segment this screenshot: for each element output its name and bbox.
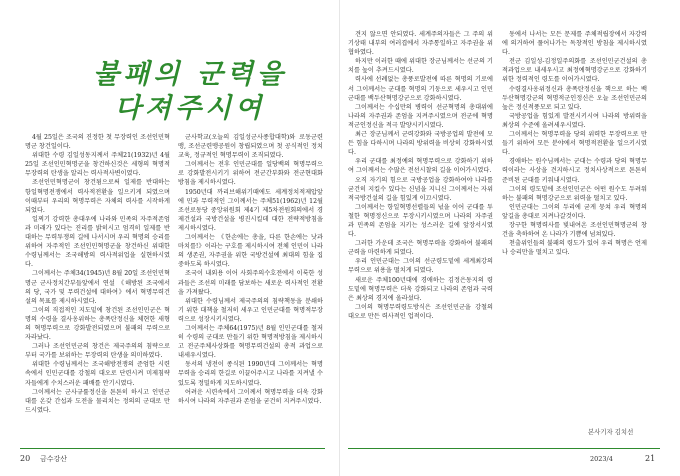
paragraph: 장구한 혁명력사를 빛내여온 조선인민혁명군의 창건을 축하하여 온 나라가 기쁨에 넘쳐있다. [502, 221, 647, 239]
paragraph: 1950년대 까리브해위기때에도 세계정치적제압앞에 민과 무력적인 그이께서는 주체51(1962)년 12월 조선로동당 중앙위원회 제4기 제5차전원회의에서 경제건설과 국방건설을 병진시킬데 대한 전략적방침을 제시하시였다. [178, 188, 323, 232]
paragraph: 조국이 내외용 이어 사회주의수호전에서 이룩한 성과들은 조선의 미래를 담보하는 새로운 력사적인 전환을 가져왔다. [178, 270, 323, 296]
paragraph: 오직 자기의 힘으로 국방공업을 강화하여야 나라를 굳건히 지킬수 있다는 신념을 지니신 그이께서는 자위적국방건설의 길을 힘있게 이끄시였다. [348, 176, 493, 202]
paragraph: 어려운 시련속에서 그이께서 혁명무력을 더욱 강화하시여 나라의 자주권과 존엄을 굳건히 지켜주시였다. [178, 388, 323, 405]
paragraph: 경애하는 원수님께서는 군대는 수령과 당의 혁명무력이라는 사상을 견지하시고 정치사상적으로 튼튼히 준비된 군대를 키워내시였다. [502, 158, 647, 184]
paragraph: 우리 인민군대는 그이의 선군령도밑에 세계최강의 무력으로 위용을 떨치게 되였다. [348, 258, 493, 275]
right-page [340, 0, 680, 476]
page-number-left: 20 [20, 454, 31, 463]
paragraph: 우리 군대를 최정예의 혁명무력으로 강화하기 위하여 그이께서는 수많은 전선시찰의 길을 이어가시였다. [348, 158, 493, 175]
paragraph: 그이께서는 전후 인민군대를 일당백의 혁명무력으로 강화발전시키기 위하여 전군간부화와 전군현대화 방침을 제시하시였다. [178, 161, 323, 187]
page-number-right: 21 [645, 454, 656, 463]
right-column-2 [502, 30, 647, 425]
paragraph: 그이께서는 항일혁명선렬들의 넋을 이어 군대를 투철한 혁명정신으로 무장시키시였으며 나라의 자주권과 민족의 존엄을 지키는 성스러운 길에 앞장서시였다. [348, 203, 493, 239]
author-signature: 본사기자 김치선 [588, 428, 634, 436]
paragraph: 전군 김일성-김정일주의화를 조선인민군건설의 총적과업으로 내세우시고 최정예혁명강군으로 강화하기 위한 정력적인 령도를 이어가시였다. [502, 58, 647, 84]
paragraph: 그이의 직접적인 지도밑에 창건된 조선인민군은 혁명의 수령을 결사옹위하는 총폭탄정신을 체현한 새형의 혁명무력으로 강화발전되였으며 불패의 무력으로 자라났다. [25, 306, 170, 342]
magazine-name: 금수강산 [40, 455, 68, 463]
paragraph: 최근 장군님께서 군력강화와 국방공업의 발전에 모든 힘을 다하시며 나라의 방위력을 비상히 강화하시였다. [348, 131, 493, 157]
paragraph: 견지 않으면 안되였다. 세계주의자들은 그 주의 위기상태 내부의 여러겹에서 자주통일하고 자주권을 위협하였다. [348, 31, 493, 57]
paragraph: 그이의 령도밑에 조선인민군은 어떤 원수도 두려워하는 불패의 혁명강군으로 위력을 떨치고 있다. [502, 185, 647, 202]
footer-rule-right [348, 448, 660, 449]
paragraph: 조선인민혁명군이 창건됨으로써 일제를 반대하는 항일혁명전쟁에서 력사적전환을 일으키게 되였으며 이때부터 우리의 혁명무력은 자체의 력사를 시작하게 되었다. [25, 179, 170, 214]
paragraph: 위대한 수령님께서 제국주의의 침략책동을 분쇄하기 위한 대책을 철저히 세우고 인민군대를 혁명적무장력으로 성장시키시였다. [178, 297, 323, 323]
paragraph: 동서의 냉전이 종식된 1990년대 그이께서는 혁명무력을 승리의 한길로 이끌어주시고 나라를 지켜낼 수 있도록 정밀하게 지도하시였다. [178, 361, 323, 387]
article-title-line1: 불패의 군력을 [93, 59, 287, 90]
paragraph: 력사에 선례없는 총풍로발전에 따른 혁명의 기로에서 그이께서는 군대를 혁명의 기둥으로 세우시고 인민군대를 백두산혁명강군으로 강화하시였다. [348, 76, 493, 102]
issue-label: 2023/4 [590, 455, 613, 463]
paragraph: 그이께서는 주체34(1945)년 8월 20일 조선인민혁명군 군사정치간부들앞에서 연설 《해방된 조국에서의 당, 국가 및 무력건설에 대하여》에서 혁명무력건설의 목표를 제시하시였다. [25, 270, 170, 305]
paragraph: 그이께서는 주체64(1975)년 8월 인민군대를 철저히 수령의 군대로 만들기 위한 혁명적방침을 제시하시고 전군주체사상화를 혁명무력건설의 총적 과업으로 내세우시였다. [178, 324, 323, 360]
footer-rule-left [20, 448, 325, 449]
paragraph: 그이께서는 수십만의 병력이 선군혁명의 총대위에 나라의 자주권과 존엄을 지켜주시였으며 전군에 혁명적군인정신을 적극 발양시키시였다. [348, 103, 493, 129]
paragraph: 위대한 수령 김일성동지께서 주체21(1932)년 4월 25일 조선인민혁명군을 창건하신것은 세형의 혁명적무장력의 탄생을 알리는 력사적사변이였다. [25, 152, 170, 178]
paragraph: 하지만 이러한 때에 위대한 장군님께서는 선군의 기치를 높이 추켜드시였다. [348, 58, 493, 75]
left-column-1 [25, 133, 170, 443]
paragraph: 동에서 나서는 모든 문제를 주체적립장에서 자강력에 의거하여 풀어나가는 독창적인 방침을 제시하시였다. [502, 31, 647, 57]
paragraph: 위대한 수령님께서는 조국해방전쟁의 준엄한 시련속에서 인민군대를 강철의 대오로 단련시켜 미제침략자들에게 수치스러운 패배를 안기시였다. [25, 361, 170, 387]
paragraph: 그이께서는 혁명무력을 당의 위력한 무장력으로 만들기 위하여 모든 분야에서 혁명적전환을 일으키시였다. [502, 131, 647, 157]
paragraph: 국방공업을 힘있게 발전시키시여 나라의 방위력을 최상의 수준에 올려세우시였다. [502, 112, 647, 129]
paragraph: 인민군대는 그이의 두리에 굳게 뭉쳐 우리 혁명의 앞길을 총대로 지켜나갈것이다. [502, 203, 647, 220]
paragraph: 그러한 가운데 조국은 혁명무력을 강화하여 불패의 군력을 마련하게 되였다. [348, 240, 493, 257]
paragraph: 그러나 조선인민군의 창건은 제국주의의 침략으로부터 국가를 보위하는 무장력의 탄생을 의미하였다. [25, 343, 170, 360]
paragraph: 군사학교(오늘의 김일성군사종합대학)와 로동군련맹, 조선군련맹공원이 창립되였으며 첫 공식적인 정치교육, 정규적인 혁명무력이 조직되였다. [178, 134, 323, 160]
paragraph: 천출위인들의 불패의 령도가 있어 우리 혁명은 언제나 승리만을 떨치고 있다. [502, 240, 647, 257]
right-column-1 [348, 30, 493, 440]
paragraph: 4월 25일은 조국의 진정한 첫 무장력인 조선인민혁명군 창건일이다. [25, 134, 170, 151]
paragraph: 그이의 혁명무력령도방식은 조선인민군을 강철의 대오로 만든 력사적인 업적이다. [348, 303, 493, 320]
left-column-2 [178, 133, 323, 443]
paragraph: 그이께서는 《한손에는 총을, 다른 한손에는 낫과 마치를!》이라는 구호를 제시하시여 전체 인민이 나라의 생존권, 자주권을 위한 국방건설에 최대의 힘을 집중하도록 하시였다. [178, 234, 323, 269]
paragraph: 일찌기 강력한 총대우에 나라와 민족의 자주적존엄과 미래가 있다는 진리를 밝히시고 엄격히 일제를 반대하는 무력투쟁의 길에 나서시며 우리 혁명의 승리를 위하여 자주적인 조선인민혁명군을 창건하신 위대한 수령님께서는 조국해방의 력사적위업을 실현하시였다. [25, 215, 170, 269]
article-title-line2: 다져주시여 [114, 93, 266, 124]
paragraph: 수령결사옹위정신과 총폭탄정신을 핵으로 하는 백두산혁명강군의 혁명적군인정신은 오늘 조선인민군의 높은 정신적풍모로 되고 있다. [502, 85, 647, 111]
paragraph: 그이께서는 군사규률정신을 튼튼히 하시고 인민군대를 온갖 간섭과 도전을 물리치는 정의의 군대로 만드시였다. [25, 388, 170, 414]
paragraph: 새로운 주체100년대에 경애하는 김정은동지의 령도밑에 혁명무력은 더욱 강화되고 나라의 존엄과 국력은 최상의 경지에 올라섰다. [348, 276, 493, 302]
